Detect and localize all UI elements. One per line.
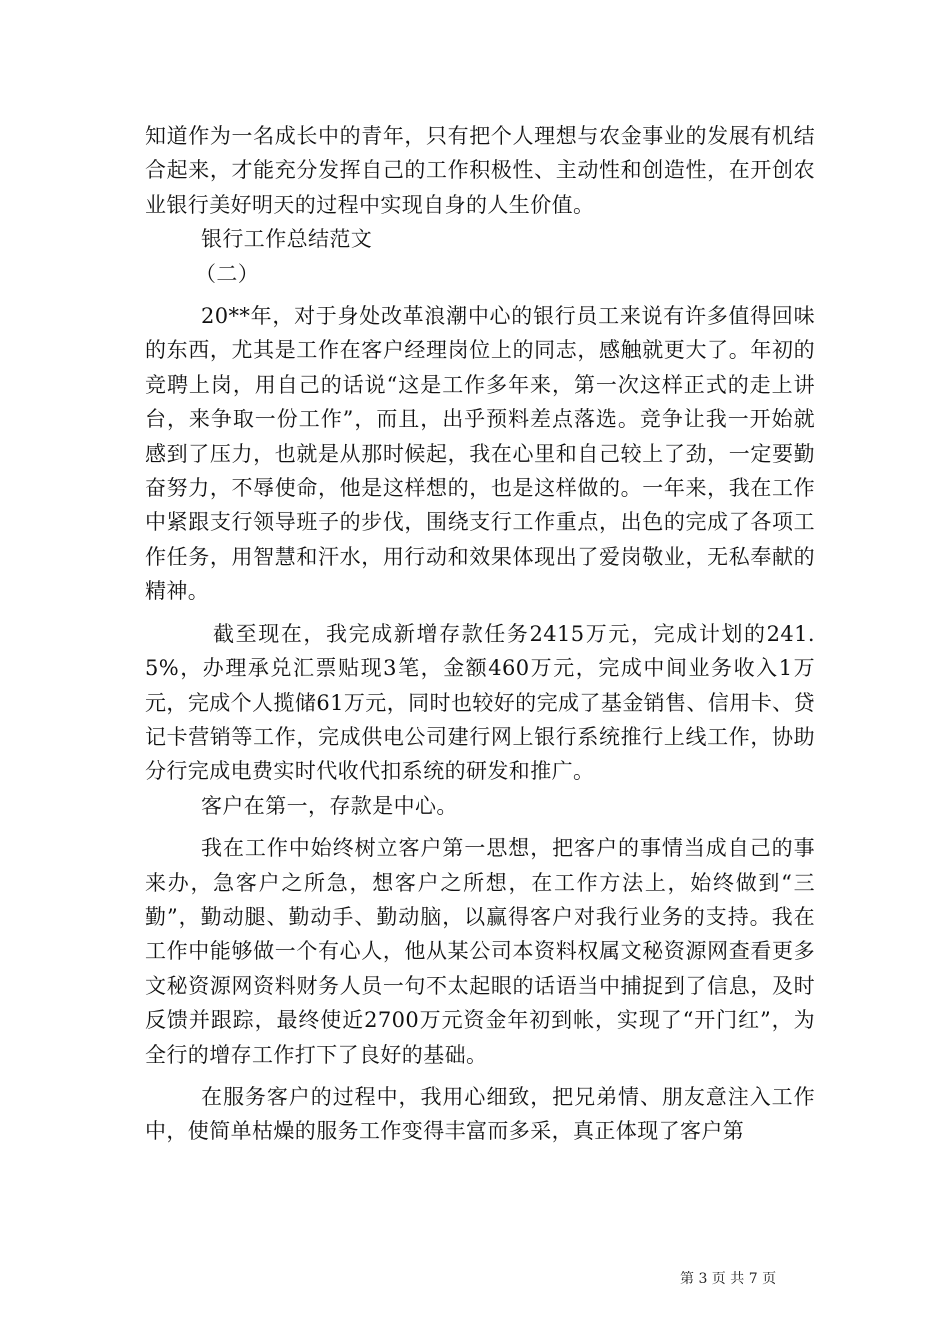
paragraph-work-method: 我在工作中始终树立客户第一思想，把客户的事情当成自己的事来办，急客户之所急，想客户之所想，在工作方法上，始终做到“三勤”，勤动腿、勤动手、勤动脑，以赢得客户对我行业务的支持。我在工作中能够做一个有心人，他从某公司本资料权属文秘资源网查看更多文秘资源网资料财务人员一句不太起眼的话语当中捕捉到了信息，及时反馈并跟踪，最终使近2700万元资金年初到帐，实现了“开门红”，为全行的增存工作打下了良好的基础。	[145, 836, 815, 1067]
section-title: 银行工作总结范文	[201, 227, 373, 252]
paragraph-customer-first: 客户在第一，存款是中心。	[201, 793, 458, 818]
document-body	[145, 119, 815, 1149]
paragraph-service: 在服务客户的过程中，我用心细致，把兄弟情、朋友意注入工作中，使简单枯燥的服务工作变得丰富而多采，真正体现了客户第	[145, 1084, 815, 1144]
paragraph-year-review: 20**年，对于身处改革浪潮中心的银行员工来说有许多值得回味的东西，尤其是工作在客户经理岗位上的同志，感触就更大了。年初的竞聘上岗，用自己的话说“这是工作多年来，第一次这样正式的走上讲台，来争取一份工作”，而且，出乎预料差点落选。竞争让我一开始就感到了压力，也就是从那时候起，我在心里和自己较上了劲，一定要勤奋努力，不辱使命，他是这样想的，也是这样做的。一年来，我在工作中紧跟支行领导班子的步伐，围绕支行工作重点，出色的完成了各项工作任务，用智慧和汗水，用行动和效果体现出了爱岗敬业，无私奉献的精神。	[145, 304, 815, 604]
page-number: 第 3 页 共 7 页	[680, 1271, 777, 1287]
paragraph-intro-continuation: 知道作为一名成长中的青年，只有把个人理想与农金事业的发展有机结合起来，才能充分发挥自己的工作积极性、主动性和创造性，在开创农业银行美好明天的过程中实现自身的人生价值。	[145, 124, 815, 217]
section-number: （二）	[195, 261, 260, 286]
paragraph-achievements: 截至现在，我完成新增存款任务2415万元，完成计划的241.5%，办理承兑汇票贴现3笔，金额460万元，完成中间业务收入1万元，完成个人揽储61万元，同时也较好的完成了基金销售、信用卡、贷记卡营销等工作，完成供电公司建行网上银行系统推行上线工作，协助分行完成电费实时代收代扣系统的研发和推广。	[145, 621, 815, 784]
